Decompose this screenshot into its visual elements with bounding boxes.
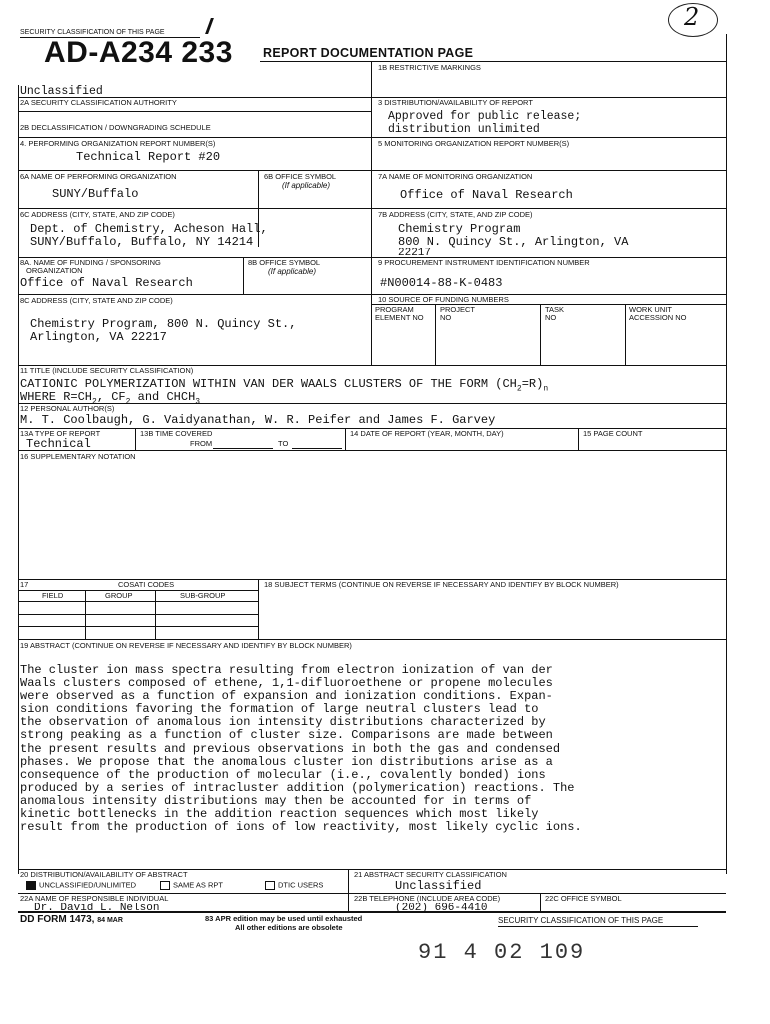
security-classification-bottom: SECURITY CLASSIFICATION OF THIS PAGE bbox=[498, 916, 664, 925]
field-22b-label: 22B TELEPHONE (INCLUDE AREA CODE) bbox=[354, 894, 501, 903]
field-22c-label: 22C OFFICE SYMBOL bbox=[545, 894, 622, 903]
field-20-label: 20 DISTRIBUTION/AVAILABILITY OF ABSTRACT bbox=[20, 870, 188, 879]
field-12-value: M. T. Coolbaugh, G. Vaidyanathan, W. R. Peifer and James F. Garvey bbox=[20, 413, 496, 427]
field-11-line1: CATIONIC POLYMERIZATION WITHIN VAN DER WAALS CLUSTERS OF THE FORM $(CH_2=R)_n$ bbox=[20, 377, 549, 394]
field-10-col2-l1: PROJECT bbox=[440, 305, 476, 314]
field-13a-value: Technical bbox=[26, 437, 91, 451]
field-14-label: 14 DATE OF REPORT (YEAR, MONTH, DAY) bbox=[350, 429, 504, 438]
form-id: DD FORM 1473, 84 MAR bbox=[20, 914, 123, 925]
field-8a-label-line1: 8A. NAME OF FUNDING / SPONSORING bbox=[20, 258, 161, 267]
field-18-label: 18 SUBJECT TERMS (CONTINUE ON REVERSE IF NECESSARY AND IDENTIFY BY BLOCK NUMBER) bbox=[264, 580, 619, 589]
field-21-value: Unclassified bbox=[395, 879, 482, 893]
field-19-label: 19 ABSTRACT (CONTINUE ON REVERSE IF NECESSARY AND IDENTIFY BY BLOCK NUMBER) bbox=[20, 641, 352, 650]
field-9-label: 9 PROCUREMENT INSTRUMENT IDENTIFICATION NUMBER bbox=[378, 258, 590, 267]
field-17-cosati: COSATI CODES bbox=[118, 580, 175, 589]
form-title: REPORT DOCUMENTATION PAGE bbox=[263, 46, 474, 60]
edition-line1: 83 APR edition may be used until exhausted bbox=[205, 914, 363, 923]
field-13b-to: TO bbox=[278, 439, 289, 448]
field-22b-value: (202) 696-4410 bbox=[395, 903, 488, 912]
handwritten-mark: 2 bbox=[684, 3, 700, 31]
abstract-text: The cluster ion mass spectra resulting from electron ionization of van der Waals clusters composed of ethene, 1,1-difluoroethene or propene molecules were observed as a function of expansion and ionization conditions. Expan- sion conditions favoring the formation of large neutral clusters lead to the observation of anomalous ion intensity distributions characterized by strong peaking as a function of cluster size. Comparisons are made between the present results and previous observations in both the gas and condensed phases. We propose that the anomalous cluster ion distributions arise as a consequence of the production of molecular (i.e., covalently bonded) ions produced by a series of intracluster addition (polymerication) reactions. The anomalous intensity distributions may then be accounted for in terms of kinetic bottlenecks in the addition reaction sequences which most likely result from the production of ions of low reactivity, most likely cyclic ions. bbox=[20, 663, 582, 835]
field-10-label: 10 SOURCE OF FUNDING NUMBERS bbox=[378, 295, 509, 304]
field-3-label: 3 DISTRIBUTION/AVAILABILITY OF REPORT bbox=[378, 98, 533, 107]
field-10-col3-l1: TASK bbox=[545, 305, 565, 314]
field-8b-sub: (If applicable) bbox=[268, 267, 317, 276]
field-7b-line2: 800 N. Quincy St., Arlington, VA bbox=[398, 235, 629, 249]
field-6a-label: 6A NAME OF PERFORMING ORGANIZATION bbox=[20, 172, 177, 181]
field-1b-label: 1B RESTRICTIVE MARKINGS bbox=[378, 63, 481, 72]
field-11-label: 11 TITLE (INCLUDE SECURITY CLASSIFICATION) bbox=[20, 366, 194, 375]
field-12-label: 12 PERSONAL AUTHOR(S) bbox=[20, 404, 115, 413]
field-8a-value: Office of Naval Research bbox=[20, 276, 193, 290]
field-20-opt2: SAME AS RPT bbox=[160, 881, 223, 890]
field-8c-label: 8C ADDRESS (CITY, STATE AND ZIP CODE) bbox=[20, 296, 173, 305]
ad-number: AD-A234 233 bbox=[44, 36, 233, 69]
field-6a-value: SUNY/Buffalo bbox=[52, 187, 139, 201]
field-22a-label: 22A NAME OF RESPONSIBLE INDIVIDUAL bbox=[20, 894, 169, 903]
field-8c-line1: Chemistry Program, 800 N. Quincy St., bbox=[30, 317, 297, 331]
field-5-label: 5 MONITORING ORGANIZATION REPORT NUMBER(S) bbox=[378, 139, 570, 148]
field-10-col1-l2: ELEMENT NO bbox=[375, 313, 424, 322]
field-10-col4-l2: ACCESSION NO bbox=[629, 313, 687, 322]
field-10-col4-l1: WORK UNIT bbox=[629, 305, 672, 314]
field-10-col3-l2: NO bbox=[545, 313, 557, 322]
field-6b-sub: (If applicable) bbox=[282, 181, 331, 190]
field-17-field: FIELD bbox=[42, 591, 64, 600]
field-7b-line3: 22217 bbox=[398, 248, 432, 257]
field-13b-from: FROM bbox=[190, 439, 213, 448]
field-22a-value: Dr. David L. Nelson bbox=[34, 903, 160, 912]
field-8a-label-line2: ORGANIZATION bbox=[26, 266, 83, 275]
field-7b-label: 7B ADDRESS (CITY, STATE, AND ZIP CODE) bbox=[378, 210, 533, 219]
stamp-number: 91 4 02 109 bbox=[418, 940, 586, 965]
field-20-opt1: UNCLASSIFIED/UNLIMITED bbox=[26, 881, 136, 890]
field-7a-label: 7A NAME OF MONITORING ORGANIZATION bbox=[378, 172, 533, 181]
field-6b-label: 6B OFFICE SYMBOL bbox=[264, 172, 337, 181]
field-7b-line1: Chemistry Program bbox=[398, 222, 521, 236]
pen-mark bbox=[205, 18, 214, 34]
field-13b-label: 13B TIME COVERED bbox=[140, 429, 213, 438]
checkbox-dtic-users[interactable] bbox=[265, 881, 275, 890]
field-16-label: 16 SUPPLEMENTARY NOTATION bbox=[20, 452, 136, 461]
field-9-value: #N00014-88-K-0483 bbox=[380, 276, 503, 290]
field-10-col2-l2: NO bbox=[440, 313, 452, 322]
field-6c-line2: SUNY/Buffalo, Buffalo, NY 14214 bbox=[30, 235, 254, 249]
field-3-value-line2: distribution unlimited bbox=[388, 123, 540, 136]
field-3-value-line1: Approved for public release; bbox=[388, 110, 582, 123]
field-8b-label: 8B OFFICE SYMBOL bbox=[248, 258, 321, 267]
security-classification-top: SECURITY CLASSIFICATION OF THIS PAGE bbox=[20, 29, 165, 36]
field-20-opt3: DTIC USERS bbox=[265, 881, 323, 890]
field-8c-line2: Arlington, VA 22217 bbox=[30, 330, 167, 344]
field-7a-value: Office of Naval Research bbox=[400, 188, 573, 202]
field-2b-label: 2B DECLASSIFICATION / DOWNGRADING SCHEDULE bbox=[20, 123, 211, 132]
field-11-line2: WHERE $R=CH_2$, $CF_2$ and $CHCH_3$ bbox=[20, 390, 201, 407]
field-4-value: Technical Report #20 bbox=[76, 150, 221, 164]
field-6c-label: 6C ADDRESS (CITY, STATE, AND ZIP CODE) bbox=[20, 210, 175, 219]
checkbox-unclassified-unlimited[interactable] bbox=[26, 881, 36, 890]
checkbox-same-as-rpt[interactable] bbox=[160, 881, 170, 890]
field-10-col1-l1: PROGRAM bbox=[375, 305, 414, 314]
field-21-label: 21 ABSTRACT SECURITY CLASSIFICATION bbox=[354, 870, 507, 879]
field-15-label: 15 PAGE COUNT bbox=[583, 429, 643, 438]
field-17-subgroup: SUB-GROUP bbox=[180, 591, 226, 600]
field-4-label: 4. PERFORMING ORGANIZATION REPORT NUMBER(S) bbox=[20, 139, 216, 148]
field-2a-label: 2A SECURITY CLASSIFICATION AUTHORITY bbox=[20, 98, 177, 107]
field-13a-label: 13A TYPE OF REPORT bbox=[20, 429, 101, 438]
field-17-label: 17 bbox=[20, 580, 29, 589]
field-17-group: GROUP bbox=[105, 591, 133, 600]
field-6c-line1: Dept. of Chemistry, Acheson Hall, bbox=[30, 222, 268, 236]
field-1a-value: Unclassified bbox=[20, 85, 103, 98]
edition-line2: All other editions are obsolete bbox=[235, 923, 343, 932]
